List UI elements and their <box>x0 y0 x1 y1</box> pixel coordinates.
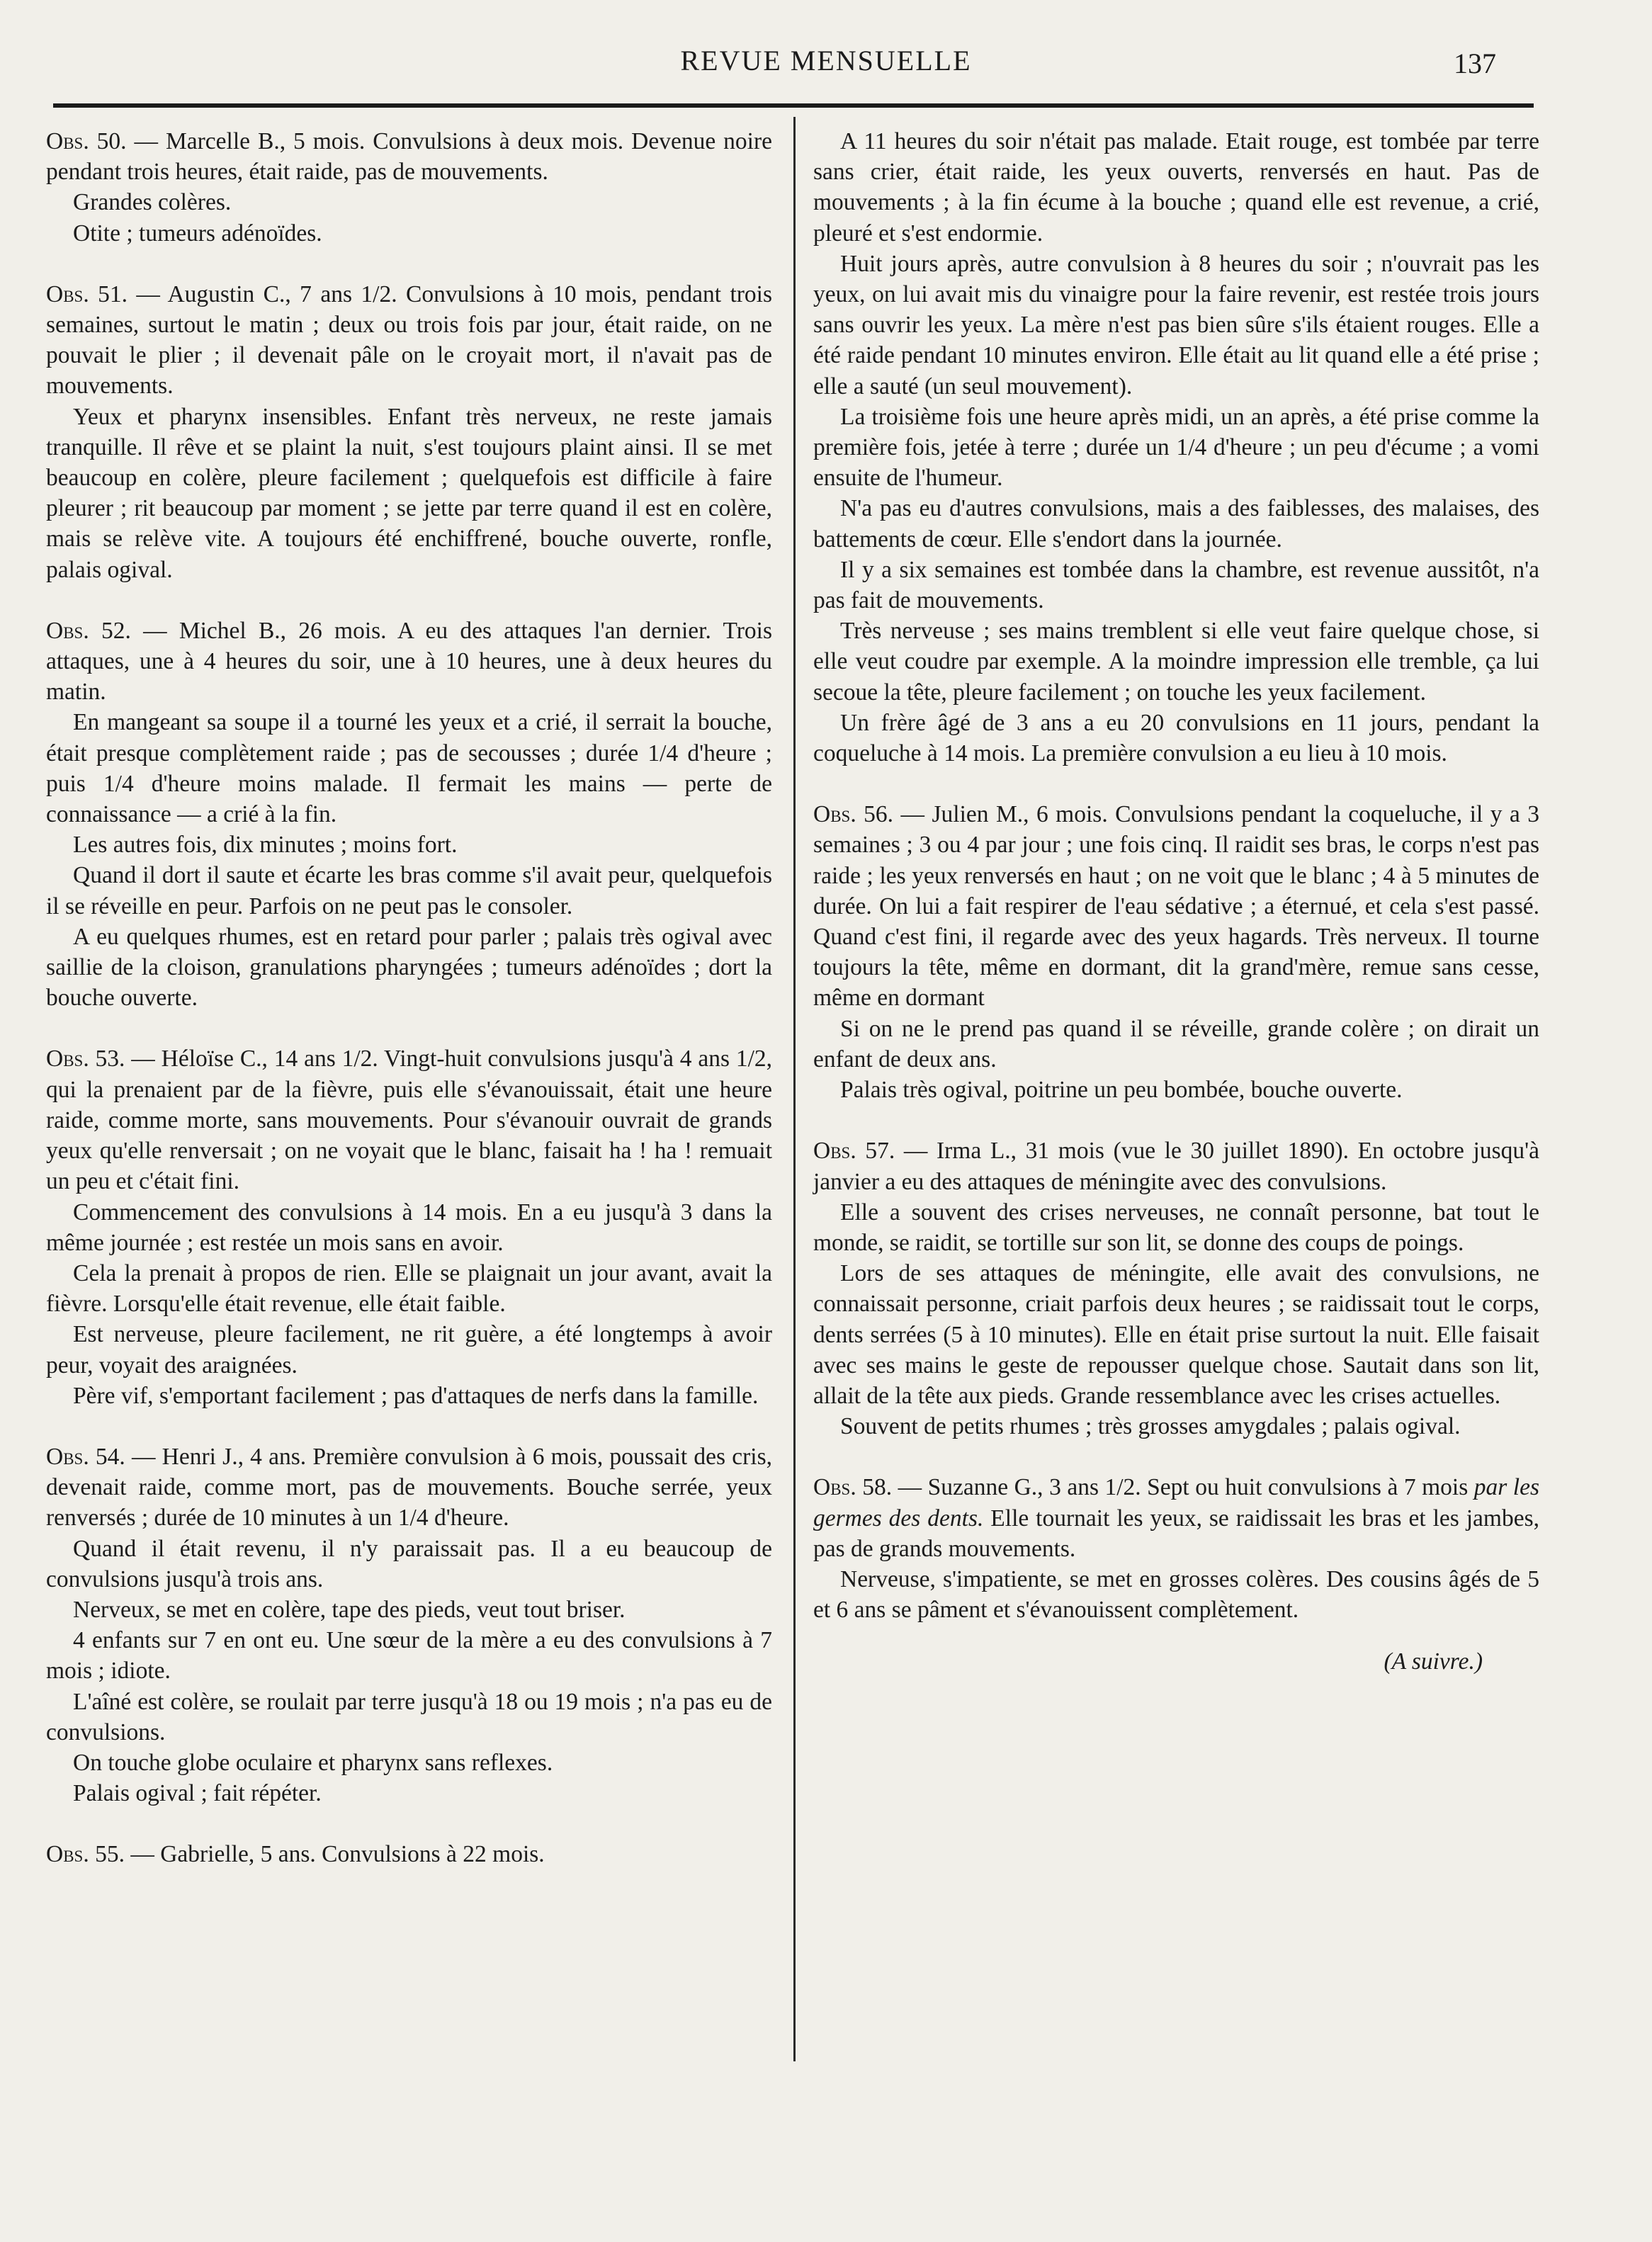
observation-text: — Marcelle B., 5 mois. Convulsions à deux mois. Devenue noire pendant trois heures, était raide, pas de mouvements. <box>46 128 772 186</box>
body-paragraph: Très nerveuse ; ses mains tremblent si elle veut faire quelque chose, si elle veut coudre par exemple. A la moindre impression elle tremble, ça lui secoue la tête, pleure facilement ; on touche les yeux facilement. <box>813 618 1539 706</box>
body-paragraph: N'a pas eu d'autres convulsions, mais a des faiblesses, des malaises, des battements de cœur. Elle s'endort dans la journée. <box>813 495 1539 553</box>
body-paragraph: Grandes colères. <box>73 189 232 216</box>
body-paragraph: Lors de ses attaques de méningite, elle avait des convulsions, ne connaissait personne, criait parfois deux heures ; se raidissait tout le corps, dents serrées (5 à 10 minutes). Elle en était prise surtout la nuit. Elle faisait avec ses mains le geste de repousser quelque chose. Sautait dans son lit, allait de la tête aux pieds. Grande ressemblance avec les crises actuelles. <box>813 1260 1539 1409</box>
observation-text: — Michel B., 26 mois. A eu des attaques l'an dernier. Trois attaques, une à 4 heures du soir, une à 10 heures, une à deux heures du matin. <box>46 617 773 706</box>
body-paragraph: Si on ne le prend pas quand il se réveille, grande colère ; on dirait un enfant de deux ans. <box>813 1015 1539 1072</box>
column-divider <box>793 117 796 2061</box>
body-paragraph: Nerveuse, s'impatiente, se met en grosses colères. Des cousins âgés de 5 et 6 ans se pâment et s'évanouissent complètement. <box>813 1566 1539 1624</box>
body-paragraph: Il y a six semaines est tombée dans la chambre, est revenue aussitôt, n'a pas fait de mouvements. <box>813 556 1539 614</box>
observation-label: Obs. 54. <box>46 1443 125 1470</box>
body-paragraph: Palais ogival ; fait répéter. <box>73 1780 322 1807</box>
body-paragraph: Père vif, s'emportant facilement ; pas d'attaques de nerfs dans la famille. <box>73 1382 759 1409</box>
body-paragraph: L'aîné est colère, se roulait par terre jusqu'à 18 ou 19 mois ; n'a pas eu de convulsions. <box>46 1688 772 1745</box>
body-paragraph: Quand il dort il saute et écarte les bras comme s'il avait peur, quelquefois il se réveille en peur. Parfois on ne peut pas le consoler. <box>46 862 772 919</box>
observation-text-continued: Elle tournait les yeux, se raidissait les bras et les jambes, pas de grands mouvements. <box>813 1505 1540 1562</box>
observation-label: Obs. 55. <box>46 1841 125 1868</box>
observation-paragraph <box>46 1839 772 1869</box>
right-column <box>813 126 1539 1677</box>
body-paragraph: Est nerveuse, pleure facilement, ne rit guère, a été longtemps à avoir peur, voyait des araignées. <box>46 1321 772 1378</box>
body-paragraph: Nerveux, se met en colère, tape des pieds, veut tout briser. <box>73 1596 626 1623</box>
observation-paragraph <box>46 616 772 708</box>
observation-text: — Henri J., 4 ans. Première convulsion à 6 mois, poussait des cris, devenait raide, comme mort, pas de mouvements. Bouche serrée, yeux renversés ; durée de 10 minutes à un 1/4 d'heure. <box>46 1443 772 1532</box>
observation-label: Obs. 53. <box>46 1046 125 1072</box>
body-paragraph: En mangeant sa soupe il a tourné les yeux et a crié, il serrait la bouche, était presque complètement raide ; pas de secousses ; durée 1/4 d'heure ; puis 1/4 d'heure moins malade. Il fermait les mains — perte de connaissance — a crié à la fin. <box>46 709 772 828</box>
observation-paragraph <box>46 279 772 402</box>
body-paragraph: Cela la prenait à propos de rien. Elle se plaignait un jour avant, avait la fièvre. Lorsqu'elle était revenue, elle était faible. <box>46 1259 772 1318</box>
body-paragraph: 4 enfants sur 7 en ont eu. Une sœur de la mère a eu des convulsions à 7 mois ; idiote. <box>46 1627 772 1685</box>
body-paragraph: Palais très ogival, poitrine un peu bombée, bouche ouverte. <box>840 1077 1403 1104</box>
left-column <box>46 126 772 1870</box>
body-paragraph: Les autres fois, dix minutes ; moins fort. <box>73 832 458 859</box>
body-paragraph: Quand il était revenu, il n'y paraissait pas. Il a eu beaucoup de convulsions jusqu'à trois ans. <box>46 1535 772 1592</box>
body-paragraph: Otite ; tumeurs adénoïdes. <box>73 220 322 247</box>
body-paragraph: Huit jours après, autre convulsion à 8 heures du soir ; n'ouvrait pas les yeux, on lui avait mis du vinaigre pour la faire revenir, est restée trois jours sans ouvrir les yeux. La mère n'est pas bien sûre s'ils étaient rouges. Elle a été raide pendant 10 minutes environ. Elle était au lit quand elle a été prise ; elle a sauté (un seul mouvement). <box>813 250 1539 400</box>
observation-paragraph <box>813 1472 1539 1564</box>
observation-text: — Héloïse C., 14 ans 1/2. Vingt-huit convulsions jusqu'à 4 ans 1/2, qui la prenaient par de la fièvre, puis elle s'évanouissait, était une heure raide, comme morte, sans mouvements. Pour s'évanouir ouvrait de grands yeux qu'elle renversait ; on ne voyait que le blanc, faisait ha ! ha ! remuait un peu et c'était fini. <box>46 1046 773 1195</box>
observation-label: Obs. 51. <box>46 281 128 307</box>
body-paragraph: Un frère âgé de 3 ans a eu 20 convulsions en 11 jours, pendant la coqueluche à 14 mois. La première convulsion a eu lieu à 10 mois. <box>813 709 1539 767</box>
observation-paragraph <box>46 1043 772 1196</box>
observation-text: — Julien M., 6 mois. Convulsions pendant la coqueluche, il y a 3 semaines ; 3 ou 4 par jour ; une fois cinq. Il raidit ses bras, le corps n'est pas raide ; les yeux renversés en haut ; on ne voit que le blanc ; 4 à 5 minutes de durée. On lui a fait respirer de l'eau sédative ; a éternué, et cela s'est passé. Quand c'est fini, il regarde avec des yeux hagards. Très nerveux. Il tourne toujours la tête, même en dormant, dit la grand'mère, remue sans cesse, même en dormant <box>813 801 1540 1012</box>
body-paragraph: A 11 heures du soir n'était pas malade. Etait rouge, est tombée par terre sans crier, était raide, les yeux ouverts, renversés en haut. Pas de mouvements ; à la fin écume à la bouche ; quand elle est revenue, a crié, pleuré et s'est endormie. <box>813 128 1539 247</box>
observation-label: Obs. 56. <box>813 801 894 828</box>
body-paragraph: A eu quelques rhumes, est en retard pour parler ; palais très ogival avec saillie de la cloison, granulations pharyngées ; tumeurs adénoïdes ; dort la bouche ouverte. <box>46 923 772 1012</box>
header-rule <box>53 103 1534 108</box>
observation-label: Obs. 50. <box>46 128 127 154</box>
observation-paragraph <box>813 799 1539 1013</box>
body-paragraph: La troisième fois une heure après midi, un an après, a été prise comme la première fois, jetée à terre ; durée un 1/4 d'heure ; un peu d'écume ; a vomi ensuite de l'humeur. <box>813 403 1539 492</box>
observation-text: — Augustin C., 7 ans 1/2. Convulsions à 10 mois, pendant trois semaines, surtout le matin ; deux ou trois fois par jour, était raide, on ne pouvait le plier ; il devenait pâle on le croyait mort, il n'avait pas de mouvements. <box>46 281 773 400</box>
right-column-body <box>813 126 1539 1625</box>
observation-label: Obs. 58. <box>813 1474 893 1501</box>
observation-paragraph <box>46 126 772 187</box>
page-header-title: REVUE MENSUELLE <box>680 45 972 77</box>
body-paragraph: Yeux et pharynx insensibles. Enfant très nerveux, ne reste jamais tranquille. Il rêve et se plaint la nuit, s'est toujours plaint ainsi. Il se met beaucoup en colère, pleure facilement ; quelquefois est difficile à faire pleurer ; rit beaucoup par moment ; se jette par terre quand il est en colère, mais se relève vite. A toujours été enchiffrené, bouche ouverte, ronfle, palais ogival. <box>46 403 772 583</box>
observation-label: Obs. 52. <box>46 617 131 644</box>
observation-paragraph <box>46 1442 772 1534</box>
body-paragraph: On touche globe oculaire et pharynx sans reflexes. <box>73 1749 553 1776</box>
body-paragraph: Elle a souvent des crises nerveuses, ne connaît personne, bat tout le monde, se raidit, se tortille sur son lit, se donne des coups de poings. <box>813 1199 1539 1256</box>
observation-text: — Gabrielle, 5 ans. Convulsions à 22 mois. <box>130 1841 545 1868</box>
observation-paragraph <box>813 1136 1539 1196</box>
observation-label: Obs. 57. <box>813 1138 895 1165</box>
observation-text: — Suzanne G., 3 ans 1/2. Sept ou huit convulsions à 7 mois <box>898 1474 1474 1501</box>
body-paragraph: Souvent de petits rhumes ; très grosses amygdales ; palais ogival. <box>840 1413 1461 1440</box>
observation-text: — Irma L., 31 mois (vue le 30 juillet 1890). En octobre jusqu'à janvier a eu des attaques de méningite avec des convulsions. <box>813 1138 1540 1195</box>
to-follow-note: (A suivre.) <box>1384 1648 1483 1675</box>
italic-phrase: par les germes des dents. <box>813 1474 1540 1532</box>
page-number: 137 <box>1454 47 1496 79</box>
body-paragraph: Commencement des convulsions à 14 mois. En a eu jusqu'à 3 dans la même journée ; est restée un mois sans en avoir. <box>46 1199 772 1256</box>
